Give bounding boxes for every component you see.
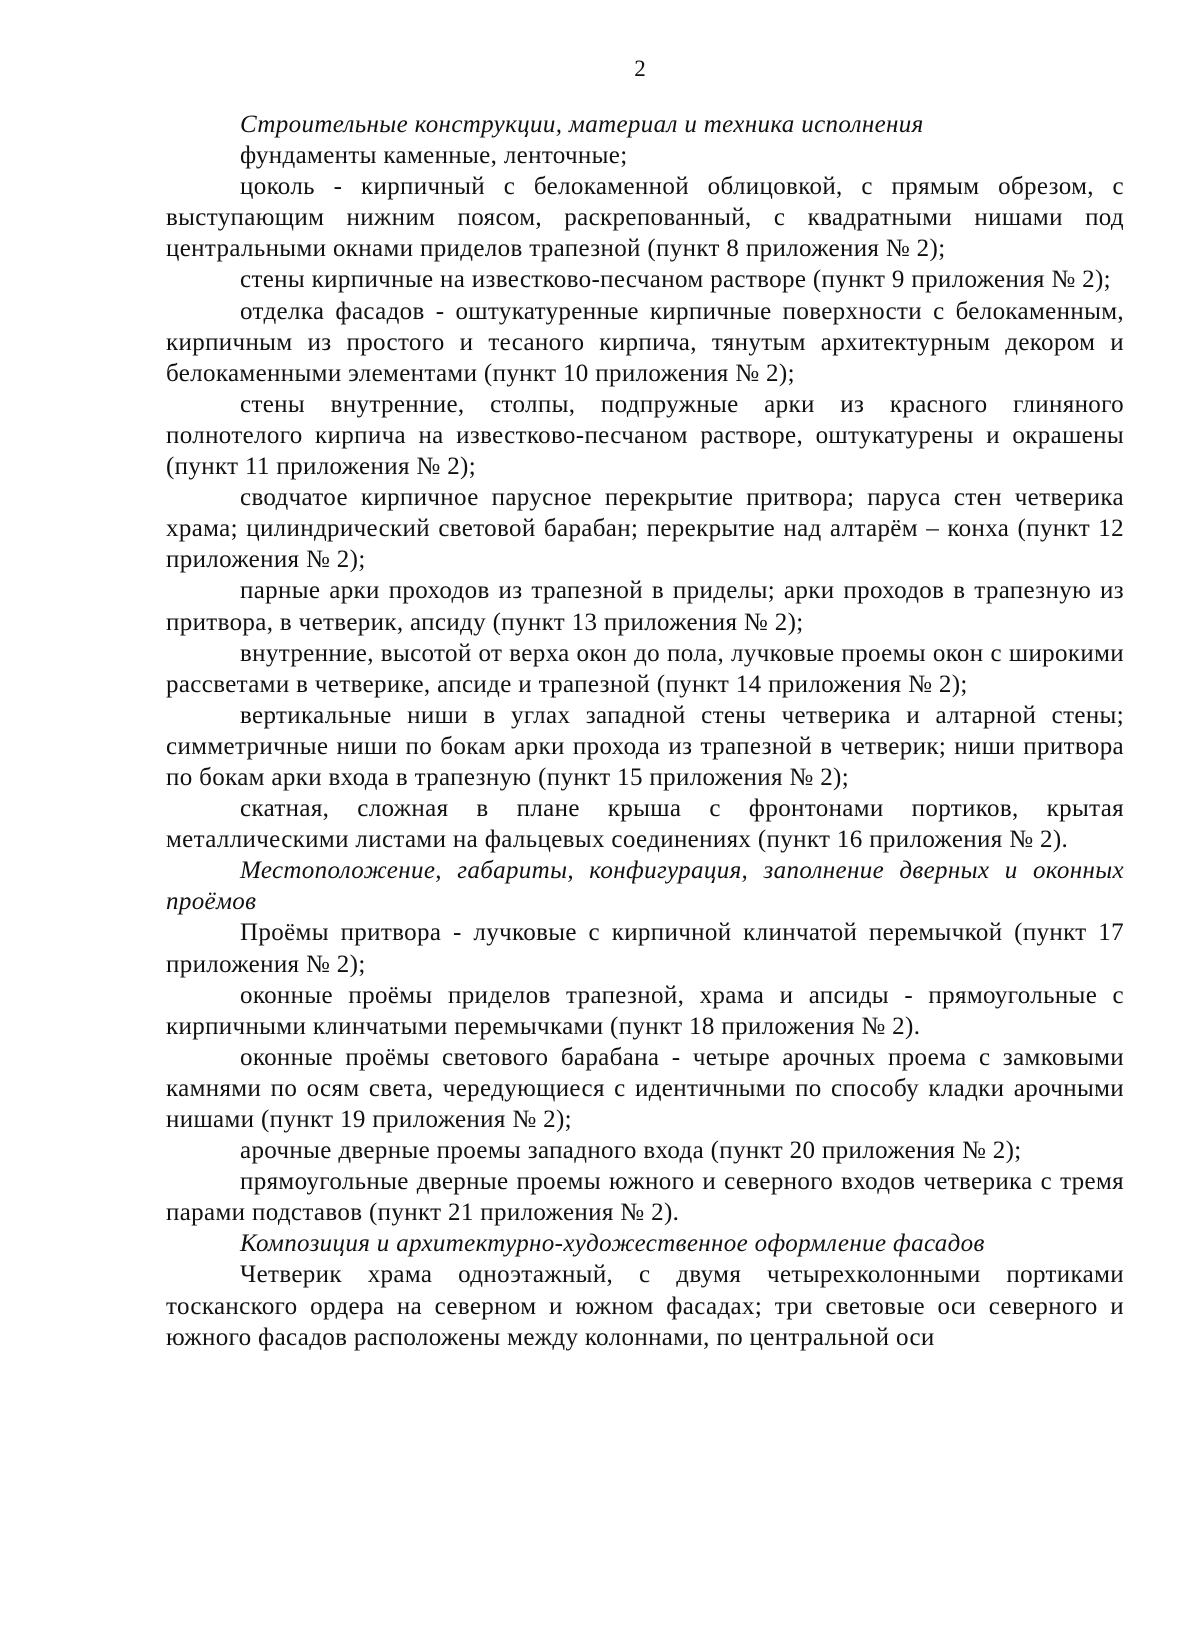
paragraph: фундаменты каменные, ленточные; [240,142,628,170]
paragraph: парные арки проходов из трапезной в приделы; арки проходов в трапезную из притвора, в четверик, апсиду (пункт 13 приложения № 2); [166,577,1124,636]
paragraph: стены кирпичные на известково-песчаном растворе (пункт 9 приложения № 2); [240,266,1111,294]
paragraph: стены внутренние, столпы, подпружные арки из красного глиняного полнотелого кирпича на известково-песчаном растворе, оштукатурены и окрашены (пункт 11 приложения № 2); [166,390,1124,481]
paragraph: скатная, сложная в плане крыша с фронтонами портиков, крытая металлическими листами на фальцевых соединениях (пункт 16 приложения № 2). [166,795,1124,854]
paragraph: арочные дверные проемы западного входа (пункт 20 приложения № 2); [240,1137,1022,1165]
document-body [166,109,1124,1353]
section-heading-construction: Строительные конструкции, материал и техника исполнения [240,111,924,138]
paragraph: вертикальные ниши в углах западной стены четверика и алтарной стены; симметричные ниши по бокам арки прохода из трапезной в четверик; ниши притвора по бокам арки входа в трапезную (пункт 15 приложения № 2); [166,701,1124,791]
paragraph: Четверик храма одноэтажный, с двумя четырехколонными портиками тосканского ордера на северном и южном фасадах; три световые оси северного и южного фасадов расположены между колоннами, по центральной оси [166,1261,1124,1351]
section-heading-facades: Композиция и архитектурно-художественное оформление фасадов [240,1230,985,1258]
paragraph: цоколь - кирпичный с белокаменной облицовкой, с прямым обрезом, с выступающим нижним поясом, раскрепованный, с квадратными нишами под центральными окнами приделов трапезной (пункт 8 приложения № 2); [166,173,1124,263]
paragraph: сводчатое кирпичное парусное перекрытие притвора; паруса стен четверика храма; цилиндрический световой барабан; перекрытие над алтарём – конха (пункт 12 приложения № 2); [166,484,1124,574]
paragraph: оконные проёмы светового барабана - четыре арочных проема с замковыми камнями по осям света, чередующиеся с идентичными по способу кладки арочными нишами (пункт 19 приложения № 2); [166,1043,1124,1133]
paragraph: внутренние, высотой от верха окон до пола, лучковые проемы окон с широкими рассветами в четверике, апсиде и трапезной (пункт 14 приложения № 2); [166,639,1124,698]
paragraph: Проёмы притвора - лучковые с кирпичной клинчатой перемычкой (пункт 17 приложения № 2); [166,919,1124,978]
paragraph: оконные проёмы приделов трапезной, храма и апсиды - прямоугольные с кирпичными клинчатыми перемычками (пункт 18 приложения № 2). [166,981,1124,1040]
paragraph: прямоугольные дверные проемы южного и северного входов четверика с тремя парами подставов (пункт 21 приложения № 2). [166,1168,1124,1227]
page-number: 2 [634,56,646,81]
section-heading-openings: Местоположение, габариты, конфигурация, заполнение дверных и оконных проёмов [166,857,1124,916]
paragraph: отделка фасадов - оштукатуренные кирпичные поверхности с белокаменным, кирпичным из простого и тесаного кирпича, тянутым архитектурным декором и белокаменными элементами (пункт 10 приложения № 2); [166,297,1124,387]
